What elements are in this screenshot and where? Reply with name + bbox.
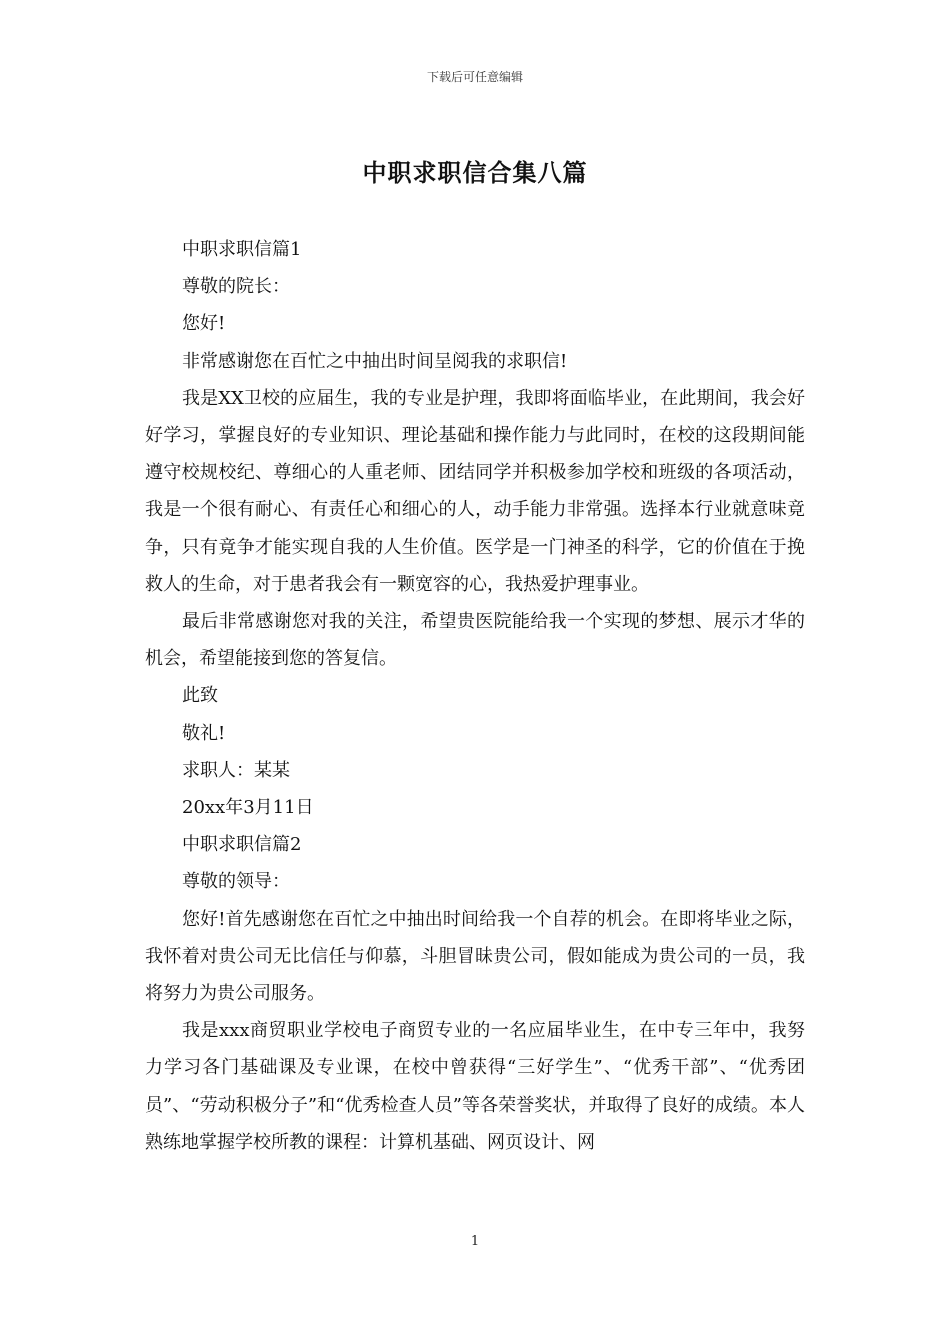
signature: 求职人：某某: [182, 759, 290, 781]
greeting: 您好!: [182, 313, 226, 335]
date: 20xx年3月11日: [182, 797, 314, 819]
paragraph: 我是xxx商贸职业学校电子商贸专业的一名应届毕业生，在中专三年中，我努力学习各门基础课及专业课，在校中曾获得“三好学生”、“优秀干部”、“优秀团员”、“劳动积极分子”和“优秀检查人员”等各荣誉奖状，并取得了良好的成绩。本人熟练地掌握学校所教的课程：计算机基础、网页设计、网: [145, 1020, 805, 1153]
paragraph: 我是XX卫校的应届生，我的专业是护理，我即将面临毕业，在此期间，我会好好学习，掌握良好的专业知识、理论基础和操作能力与此同时，在校的这段期间能遵守校规校纪、尊细心的人重老师、团结同学并积极参加学校和班级的各项活动，我是一个很有耐心、有责任心和细心的人，动手能力非常强。选择本行业就意味竟争，只有竟争才能实现自我的人生价值。医学是一门神圣的科学，它的价值在于挽救人的生命，对于患者我会有一颗宽容的心，我热爱护理事业。: [145, 387, 805, 595]
closing: 敬礼!: [182, 722, 226, 744]
page-number: 1: [470, 1234, 480, 1249]
header-note: 下载后可任意编辑: [426, 70, 523, 84]
paragraph: 非常感谢您在百忙之中抽出时间呈阅我的求职信!: [182, 350, 568, 372]
document-body: [145, 231, 805, 1161]
section-heading: 中职求职信篇1: [182, 239, 302, 260]
paragraph: 您好!首先感谢您在百忙之中抽出时间给我一个自荐的机会。在即将毕业之际，我怀着对贵公司无比信任与仰慕，斗胆冒昧贵公司，假如能成为贵公司的一员，我将努力为贵公司服务。: [145, 908, 805, 1005]
closing: 此致: [182, 685, 218, 707]
salutation: 尊敬的院长：: [182, 276, 290, 298]
salutation: 尊敬的领导：: [182, 871, 290, 893]
section-heading: 中职求职信篇2: [182, 834, 302, 856]
paragraph: 最后非常感谢您对我的关注，希望贵医院能给我一个实现的梦想、展示才华的机会，希望能接到您的答复信。: [145, 611, 805, 670]
document-title: 中职求职信合集八篇: [362, 159, 588, 187]
